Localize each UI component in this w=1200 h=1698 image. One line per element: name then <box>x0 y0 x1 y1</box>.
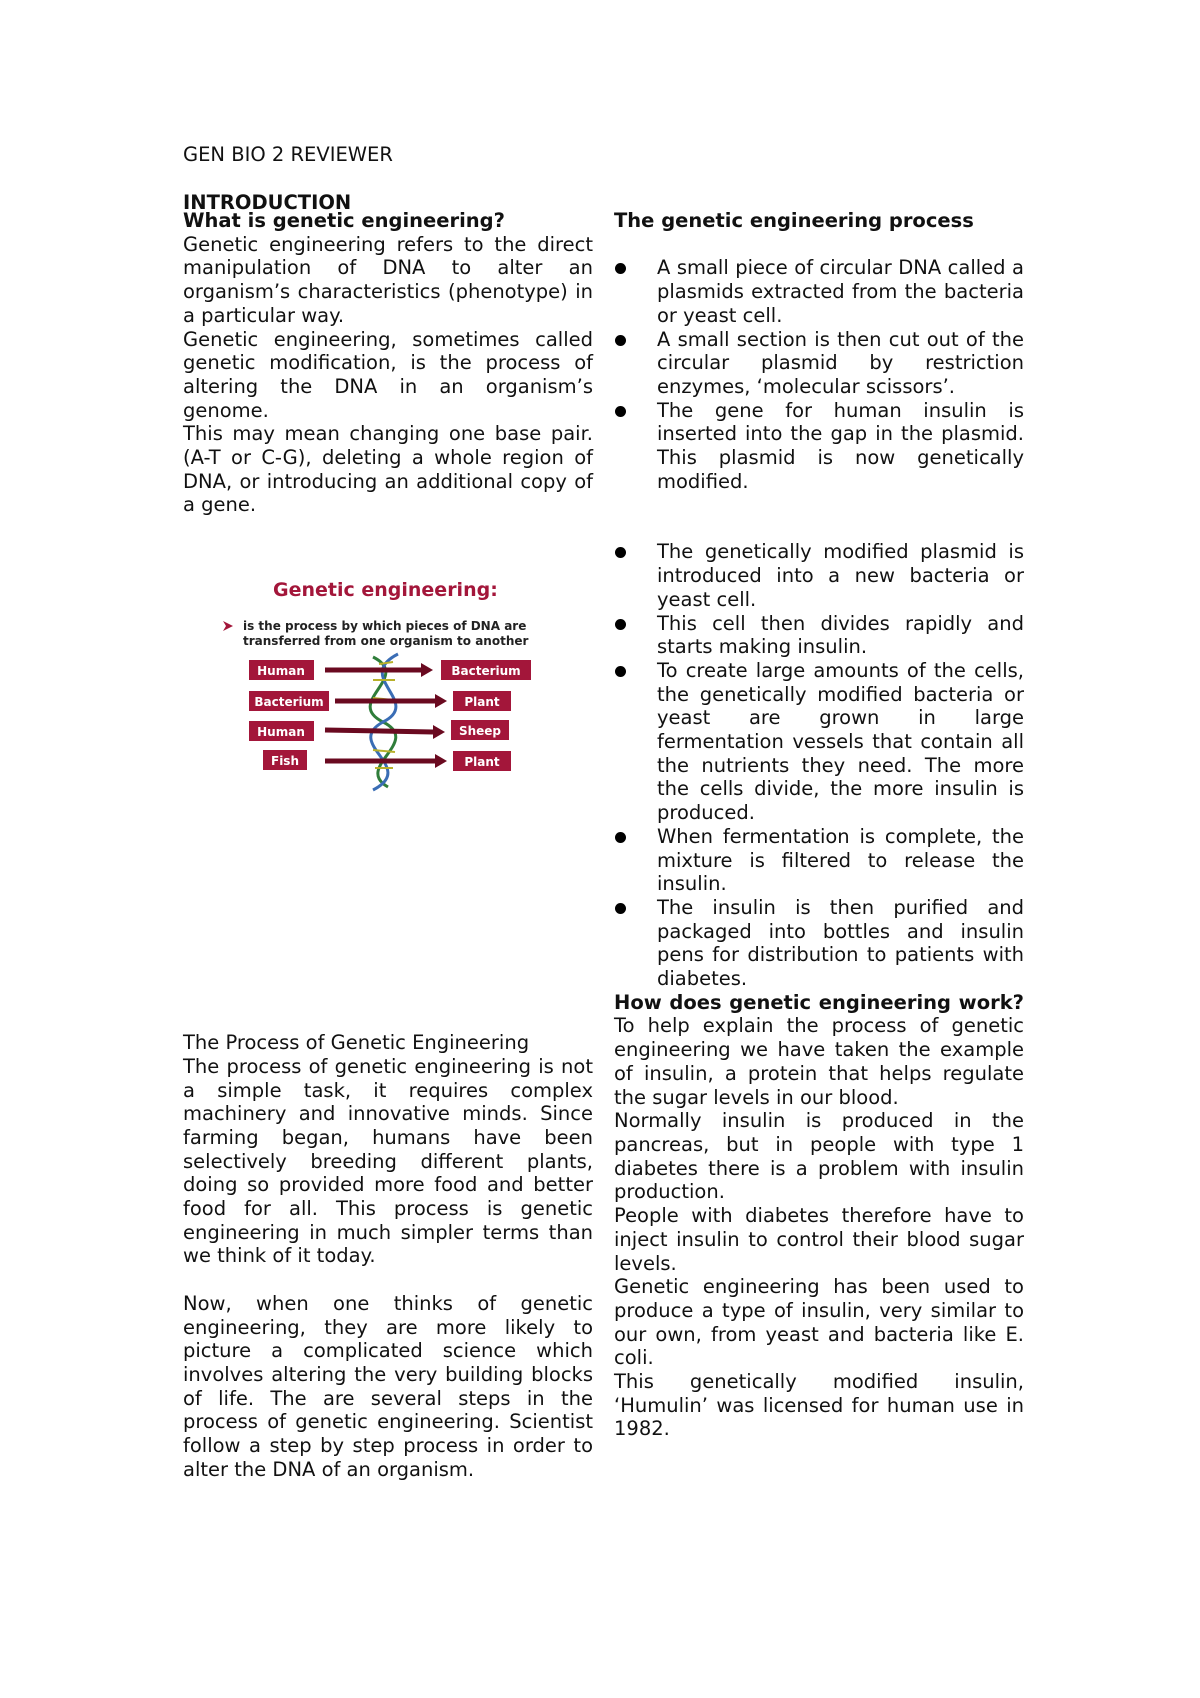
what-is-heading: What is genetic engineering? <box>183 209 505 232</box>
how-heading: How does genetic engineering work? <box>614 990 1024 1014</box>
bullet-icon <box>615 263 626 274</box>
process-paragraph-2: Now, when one thinks of genetic engineering, they are more likely to picture a complicated science which involves altering the very building blocks of life. The are several steps in the process of genetic engineering. Scientist follow a step by step process in order to alter the DNA of an organism. <box>183 1291 593 1481</box>
right-column <box>614 209 1024 1441</box>
list-item: The genetically modified plasmid is introduced into a new bacteria or yeast cell. <box>614 540 1024 611</box>
figure-graphic <box>223 562 563 812</box>
bullet-icon <box>615 666 626 677</box>
dna-helix-icon <box>370 654 398 790</box>
how-paragraph-5: This genetically modified insulin, ‘Humulin’ was licensed for human use in 1982. <box>614 1370 1024 1441</box>
arrowhead-icon <box>435 754 447 768</box>
genetic-engineering-figure <box>223 562 563 812</box>
how-paragraph-3: People with diabetes therefore have to inject insulin to control their blood sugar levels. <box>614 1204 1024 1275</box>
bullet-icon <box>615 335 626 346</box>
figure-title: Genetic engineering: <box>273 579 498 602</box>
intro-paragraph-3: This may mean changing one base pair. (A-T or C-G), deleting a whole region of DNA, or introducing an additional copy of a gene. <box>183 422 593 517</box>
section-label: INTRODUCTION <box>183 191 352 214</box>
source-organism-label: Human <box>257 664 305 679</box>
bullet-icon <box>615 547 626 558</box>
left-column <box>183 209 593 1481</box>
bullet-icon <box>615 619 626 630</box>
bullet-icon <box>615 903 626 914</box>
process-steps-list-2 <box>614 540 1024 990</box>
process-heading: The Process of Genetic Engineering <box>183 1031 530 1055</box>
list-item: To create large amounts of the cells, the genetically modified bacteria or yeast are grown in large fermentation vessels that contain all the nutrients they need. The more the cells divide, the more insulin is produced. <box>614 659 1024 825</box>
list-item: A small piece of circular DNA called a plasmids extracted from the bacteria or yeast cell. <box>614 256 1024 327</box>
document-title: GEN BIO 2 REVIEWER <box>183 143 393 166</box>
target-organism-label: Sheep <box>458 724 502 739</box>
transfer-arrow <box>325 730 433 732</box>
target-organism-label: Plant <box>464 695 500 710</box>
arrowhead-icon <box>433 725 445 739</box>
list-item: The insulin is then purified and packaged into bottles and insulin pens for distribution to patients with diabetes. <box>614 896 1024 991</box>
target-organism-label: Plant <box>464 755 500 770</box>
list-item: This cell then divides rapidly and starts making insulin. <box>614 612 1024 659</box>
arrow-bullet-icon <box>223 621 233 631</box>
source-organism-label: Bacterium <box>254 695 324 710</box>
process-paragraph-1: The process of genetic engineering is not a simple task, it requires complex machinery and innovative minds. Since farming began, humans have been selectively breeding different plants, doing so provided more food and better food for all. This process is genetic engineering in much simpler terms than we think of it today. <box>183 1054 593 1268</box>
intro-paragraph-1: Genetic engineering refers to the direct manipulation of DNA to alter an organism’s characteristics (phenotype) in a particular way. <box>183 232 593 327</box>
process-steps-list-1 <box>614 256 1024 493</box>
figure-subtitle-1: is the process by which pieces of DNA are <box>243 619 527 634</box>
arrowhead-icon <box>421 663 433 677</box>
source-organism-label: Fish <box>271 754 299 769</box>
how-paragraph-4: Genetic engineering has been used to produce a type of insulin, very similar to our own, from yeast and bacteria like E. coli. <box>614 1275 1024 1370</box>
figure-subtitle-2: transferred from one organism to another <box>243 634 529 649</box>
list-item: The gene for human insulin is inserted into the gap in the plasmid. This plasmid is now genetically modified. <box>614 399 1024 494</box>
arrowhead-icon <box>435 694 447 708</box>
list-item: When fermentation is complete, the mixture is filtered to release the insulin. <box>614 825 1024 896</box>
list-item: A small section is then cut out of the circular plasmid by restriction enzymes, ‘molecular scissors’. <box>614 328 1024 399</box>
source-organism-label: Human <box>257 725 305 740</box>
target-organism-label: Bacterium <box>451 664 521 679</box>
bullet-icon <box>615 832 626 843</box>
how-paragraph-1: To help explain the process of genetic engineering we have taken the example of insulin, a protein that helps regulate the sugar levels in our blood. <box>614 1014 1024 1109</box>
intro-paragraph-2: Genetic engineering, sometimes called genetic modification, is the process of altering the DNA in an organism’s genome. <box>183 327 593 422</box>
process-list-heading: The genetic engineering process <box>614 209 974 232</box>
bullet-icon <box>615 406 626 417</box>
how-paragraph-2: Normally insulin is produced in the pancreas, but in people with type 1 diabetes there is a problem with insulin production. <box>614 1109 1024 1204</box>
